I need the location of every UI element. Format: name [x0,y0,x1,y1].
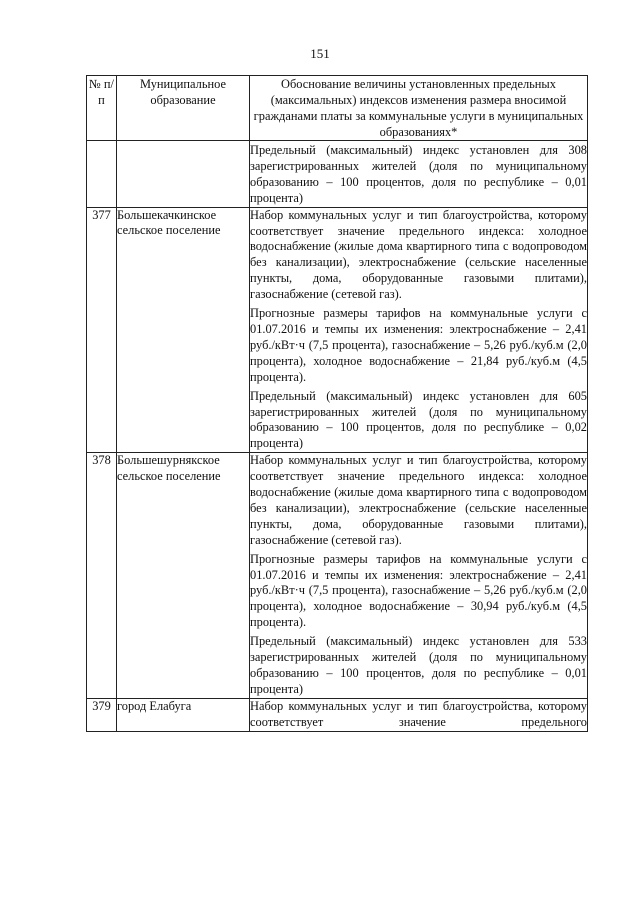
row-number: 378 [87,453,117,699]
basis-paragraph: Предельный (максимальный) индекс установлен для 605 зарегистрированных жителей (доля по муниципальному образованию – 100 процентов, доля по республике – 0,02 процента) [250,388,587,451]
row-municipality: Большекачкинское сельское поселение [117,207,250,453]
row-municipality: Большешурнякское сельское поселение [117,453,250,699]
header-basis: Обоснование величины установленных предельных (максимальных) индексов изменения размера вносимой гражданами платы за коммунальные услуги в муниципальных образованиях* [250,76,588,141]
page-number: 151 [310,46,330,61]
row-number [87,141,117,208]
row-basis [250,141,588,208]
basis-paragraph: Набор коммунальных услуг и тип благоустройства, которому соответствует значение предельного индекса: холодное водоснабжение (жилые дома квартирного типа с водопроводом без канализации), электроснабжение (сельские населенные пункты, дома, оборудованные газовыми плитами), газоснабжение (сетевой газ). [250,207,587,302]
row-number: 379 [87,698,117,731]
header-number: № п/п [87,76,117,141]
row-basis [250,453,588,699]
row-basis [250,698,588,731]
row-basis [250,207,588,453]
row-municipality [117,141,250,208]
row-number: 377 [87,207,117,453]
table-row-377 [87,207,588,453]
basis-paragraph: Прогнозные размеры тарифов на коммунальные услуги с 01.07.2016 и темпы их изменения: электроснабжение – 2,41 руб./кВт·ч (7,5 процента), газоснабжение – 5,26 руб./куб.м (2,0 процента), холодное водоснабжение – 21,84 руб./куб.м (4,5 процента). [250,306,587,384]
basis-paragraph: Предельный (максимальный) индекс установлен для 308 зарегистрированных жителей (доля по муниципальному образованию – 100 процентов, доля по республике – 0,01 процента) [250,143,587,205]
tariff-index-table [86,75,588,732]
table-row-378 [87,453,588,699]
table-row-continuation [87,141,588,208]
header-municipality: Муниципальное образование [117,76,250,141]
table-header-row [87,76,588,141]
basis-paragraph: Набор коммунальных услуг и тип благоустройства, которому соответствует значение предельного индекса: холодное водоснабжение (жилые дома квартирного типа с водопроводом без канализации), электроснабжение (сельские населенные пункты, дома, оборудованные газовыми плитами), газоснабжение (сетевой газ). [250,453,587,547]
basis-paragraph: Предельный (максимальный) индекс установлен для 533 зарегистрированных жителей (доля по муниципальному образованию – 100 процентов, доля по республике – 0,01 процента) [250,634,587,696]
basis-paragraph: Набор коммунальных услуг и тип благоустройства, которому соответствует значение предельного [250,698,587,729]
table-row-379 [87,698,588,731]
row-municipality: город Елабуга [117,698,250,731]
basis-paragraph: Прогнозные размеры тарифов на коммунальные услуги с 01.07.2016 и темпы их изменения: электроснабжение – 2,41 руб./кВт·ч (7,5 процента), газоснабжение – 5,26 руб./куб.м (2,0 процента), холодное водоснабжение – 30,94 руб./куб.м (4,5 процента). [250,551,587,630]
